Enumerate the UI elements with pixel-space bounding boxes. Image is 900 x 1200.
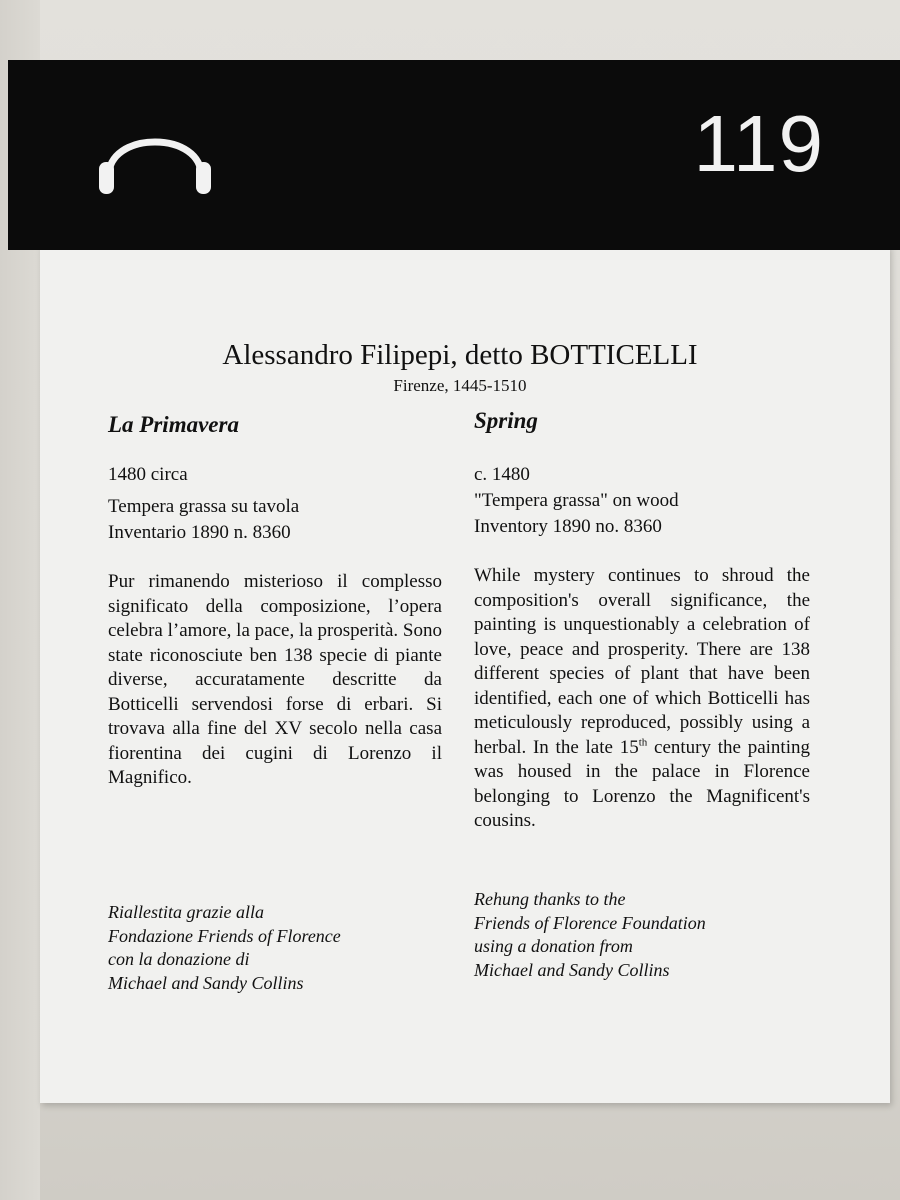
medium-english: "Tempera grassa" on wood [474,490,679,511]
headphones-icon [95,112,215,202]
credit-italian-line: Riallestita grazie alla [108,902,264,922]
date-english: c. 1480 [474,464,530,485]
date-italian: 1480 circa [108,464,188,485]
inventory-italian: Inventario 1890 n. 8360 [108,522,291,543]
credit-italian-line: Michael and Sandy Collins [108,972,304,993]
description-english [474,564,810,834]
artist-lifespan: Firenze, 1445-1510 [393,376,527,395]
credit-italian [108,901,442,995]
credit-english-line: Rehung thanks to the [474,889,626,909]
description-italian: Pur rimanendo misterioso il complesso significato della composizione, l’opera celebra l’amore, la pace, la prosperità. Sono state riconosciute ben 138 specie di piante diverse, accuratamente descritte da Botticelli servendosi forse di erbari. Si trovava alla fine del XV secolo nella casa fiorentina dei cugini di Lorenzo il Magnifico. [108,571,442,788]
credit-english-line: Michael and Sandy Collins [474,959,670,980]
title-italian: La Primavera [108,412,239,437]
artist-name: Alessandro Filipepi, detto BOTTICELLI [222,339,698,371]
credit-italian-line: Fondazione Friends of Florence [108,925,341,946]
medium-italian: Tempera grassa su tavola [108,496,300,517]
credit-italian-line: con la donazione di [108,949,250,969]
description-english-part1: While mystery continues to shroud the composition's overall significance, the painting is unquestionably a celebration of love, peace and prosperity. There are 138 different species of plant that have been identified, each one of which Botticelli has meticulously reproduced, possibly using a herbal. In the late 15 [474,565,810,758]
description-english-superscript: th [638,736,648,749]
credit-english-line: Friends of Florence Foundation [474,912,706,933]
credit-english [474,888,810,982]
inventory-english: Inventory 1890 no. 8360 [474,516,662,537]
credit-english-line: using a donation from [474,936,633,956]
title-english: Spring [474,408,538,433]
panel-number: 119 [693,99,824,188]
description-english-part2: century the painting was housed in the palace in Florence belonging to Lorenzo the Magnificent's cousins. [474,736,810,831]
